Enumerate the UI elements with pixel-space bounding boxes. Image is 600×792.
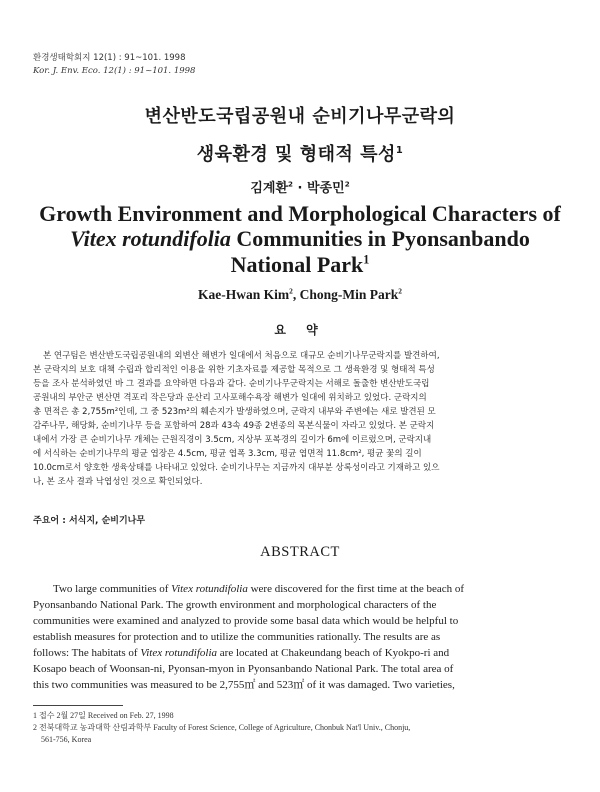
abstract-en-text: were discovered for the first time at the beach of — [247, 583, 465, 595]
abstract-en-line: communities were examined and analyzed to provide some basal data which would be helpful to — [33, 615, 459, 627]
abstract-en-species: Vitex rotundifolia — [171, 583, 248, 595]
abstract-en-text: Two large communities of — [53, 583, 172, 595]
title-en-line1: Growth Environment and Morphological Characters of — [39, 201, 561, 226]
journal-header-en: Kor. J. Env. Eco. 12(1) : 91~101. 1998 — [33, 66, 196, 76]
abstract-ko-body — [33, 349, 567, 489]
title-ko-line2 — [0, 140, 600, 166]
authors-ko — [0, 177, 600, 196]
abstract-en-body — [33, 581, 567, 693]
keywords-ko — [33, 513, 145, 526]
author-en-2: Chong-Min Park — [299, 287, 399, 302]
abstract-en-text: are located at Chakeundang beach of Kyokpo-ri and — [217, 647, 450, 659]
author-ko-1: 김계환 — [250, 181, 289, 196]
author-en-1-mark: 2 — [289, 286, 293, 296]
footnote-2-cont: 561-756, Korea — [41, 735, 92, 744]
abstract-ko-line: 본 연구팀은 변산반도국립공원내의 외변산 해변가 일대에서 처음으로 대규모 순비기나무군락지를 발견하여, — [43, 351, 440, 361]
keywords-label: 주요어 : — [33, 516, 69, 526]
title-en-footnote-mark: 1 — [363, 252, 370, 267]
title-en-line3 — [0, 252, 600, 277]
title-en-line3-text: National Park — [230, 252, 364, 277]
abstract-ko-heading: 요 약 — [274, 323, 326, 337]
abstract-en-line: Kosapo beach of Woonsan-ni, Pyonsan-myon in Pyonsanbando National Park. The total area of — [33, 663, 454, 675]
abstract-en-text: follows: The habitats of — [33, 647, 141, 659]
authors-en — [0, 287, 600, 303]
footnote-divider — [33, 705, 123, 706]
author-ko-2-mark: 2 — [344, 179, 350, 189]
abstract-ko-line: 총 면적은 총 2,755m²인데, 그 중 523m²의 훼손지가 발생하였으며, 군락지 내부와 주변에는 새로 발견된 모 — [33, 407, 436, 417]
author-ko-1-mark: 2 — [288, 179, 293, 189]
abstract-ko-line: 본 군락지의 보호 대책 수립과 합리적인 이용을 위한 기초자료를 제공할 목적으로 그 생육환경 및 형태적 특성 — [33, 365, 435, 375]
abstract-en-species: Vitex rotundifolia — [140, 647, 218, 659]
abstract-en-line — [33, 645, 567, 661]
journal-header-ko: 환경생태학회지 12(1) : 91~101. 1998 — [33, 53, 186, 63]
keywords-text: 서식지, 순비기나무 — [68, 516, 146, 526]
abstract-ko-line: 감주나무, 해당화, 순비기나무 등을 포함하여 28과 43속 49종 2변종의 목본식물이 자라고 있었다. 본 군락지 — [33, 421, 435, 431]
author-ko-2: 박종민 — [307, 181, 345, 196]
abstract-ko-line: 내에서 가장 큰 순비기나무 개체는 근원직경이 3.5cm, 지상부 포복경의 길이가 6m에 이르렀으며, 군락지내 — [33, 435, 432, 445]
abstract-ko-line: 10.0cm로서 양호한 생육상태를 나타내고 있었다. 순비기나무는 지금까지 대부분 상록성이라고 기재하고 있으 — [33, 463, 440, 473]
footnote-1: 1 접수 2월 27일 Received on Feb. 27, 1998 — [33, 711, 174, 720]
author-ko-separator: · — [293, 181, 307, 196]
abstract-en-line — [33, 581, 567, 597]
title-en-line2 — [0, 226, 600, 251]
author-en-separator: , — [292, 287, 300, 302]
title-ko-line1: 변산반도국립공원내 순비기나무군락의 — [144, 106, 456, 127]
abstract-ko-line: 공원내의 부안군 변산면 격포리 작은당과 운산리 고사포해수욕장 해변가 일대에 위치하고 있었다. 군락지의 — [33, 393, 427, 403]
abstract-ko-line: 나, 본 조사 결과 낙엽성인 것으로 확인되었다. — [33, 477, 203, 487]
title-ko-line2-text: 생육환경 및 형태적 특성 — [196, 144, 396, 165]
author-en-2-mark: 2 — [398, 286, 402, 296]
abstract-en-heading: ABSTRACT — [260, 544, 340, 560]
author-en-1: Kae-Hwan Kim — [198, 287, 290, 302]
title-en-line2-rest: Communities in Pyonsanbando — [230, 226, 530, 251]
abstract-en-line: Pyonsanbando National Park. The growth environment and morphological characters of the — [33, 599, 437, 611]
abstract-ko-line: 등을 조사 분석하였던 바 그 결과를 요약하면 다음과 같다. 순비기나무군락지는 서해로 돌출한 변산반도국립 — [33, 379, 430, 389]
abstract-en-line: this two communities was measured to be 2,755㎡ and 523㎡ of it was damaged. Two varieties, — [33, 679, 455, 691]
title-en-species: Vitex rotundifolia — [70, 226, 231, 251]
abstract-en-line: establish measures for protection and to utilize the communities rationally. The results are as — [33, 631, 441, 643]
footnote-2: 2 전북대학교 농과대학 산림과학부 Faculty of Forest Science, College of Agriculture, Chonbuk Nat'l Univ., Chonju, — [33, 723, 411, 732]
abstract-ko-line: 에 서식하는 순비기나무의 평균 엽장은 4.5cm, 평균 엽폭 3.3cm, 평균 엽면적 11.8cm², 평균 꽃의 길이 — [33, 449, 422, 459]
title-ko-footnote-mark: 1 — [395, 145, 404, 156]
